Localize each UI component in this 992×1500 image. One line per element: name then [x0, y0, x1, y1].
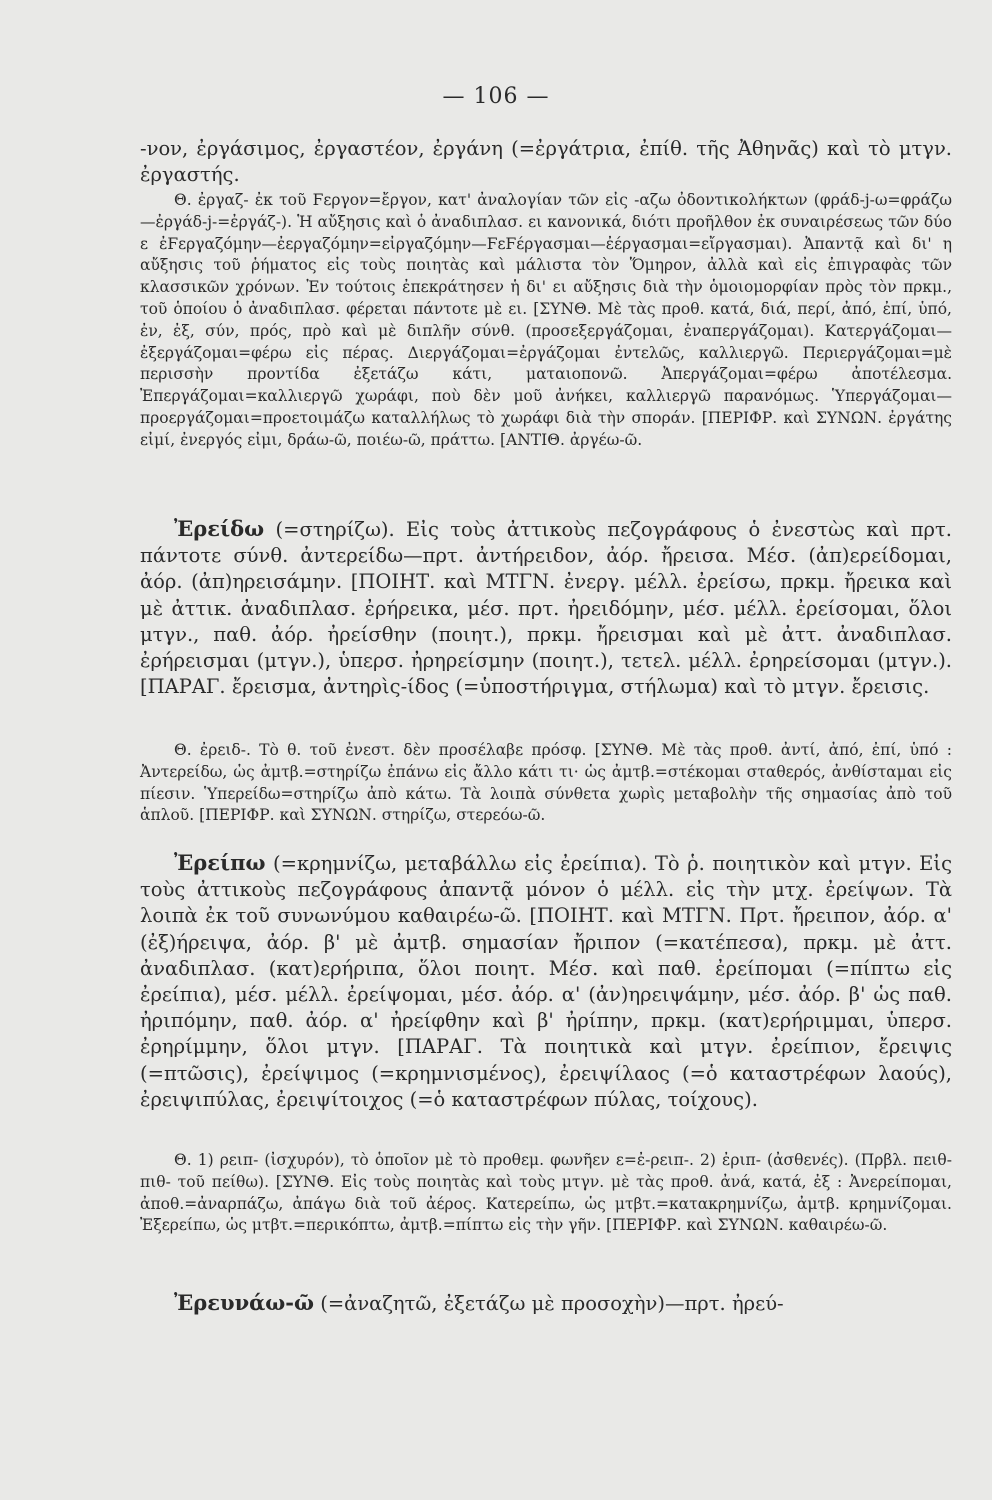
etymology-ereido: [140, 740, 952, 827]
paragraph-ereipo: [140, 850, 952, 1113]
headword-ereunao: Ἐρευνάω-ῶ: [174, 1290, 315, 1315]
entry-text-ereido: (=στηρίζω). Εἰς τοὺς ἀττικοὺς πεζογράφους ὁ ἐνεστὼς καὶ πρτ. πάντοτε σύνθ. ἀντερείδω—πρτ. ἀντήρειδον, ἀόρ. ἤρεισα. Μέσ. (ἀπ)ερείδομαι, ἀόρ. (ἀπ)ηρεισάμην. [ΠΟΙΗΤ. καὶ ΜΤΓΝ. ἐνεργ. μέλλ. ἐρείσω, πρκμ. ἤρεικα καὶ μὲ ἀττικ. ἀναδιπλασ. ἐρήρεικα, μέσ. πρτ. ἠρειδόμην, μέσ. μέλλ. ἐρείσομαι, ὅλοι μτγν., παθ. ἀόρ. ἠρείσθην (ποιητ.), πρκμ. ἤρεισμαι καὶ μὲ ἀττ. ἀναδιπλασ. ἐρήρεισμαι (μτγν.), ὑπερσ. ἠρηρείσμην (ποιητ.), τετελ. μέλλ. ἐρηρείσομαι (μτγν.). [ΠΑΡΑΓ. ἔρεισμα, ἀντηρὶς-ίδος (=ὑποστήριγμα, στήλωμα) καὶ τὸ μτγν. ἔρεισις.: [140, 518, 952, 699]
etymology-ereipo: [140, 1150, 952, 1237]
paragraph-ereunao: [140, 1290, 952, 1317]
etymology-ergazomai: [140, 190, 952, 452]
paragraph-erg-theme: Θ. ἐργαζ- ἐκ τοῦ Ϝεργον=ἔργον, κατ' ἀναλογίαν τῶν εἰς -αζω ὀδοντικολήκτων (φράδ-j-ω=φράζω—ἐργάδ-j-=ἐργάζ-). Ἡ αὔξησις καὶ ὁ ἀναδιπλασ. ει κανονικά, διότι προῆλθον ἐκ συναιρέσεως τῶν δύο ε ἐϜεργαζόμην—ἐεργαζόμην=εἰργαζόμην—ϜεϜέργασμαι—ἐέργασμαι=εἴργασμαι). Ἀπαντᾷ καὶ δι' η αὔξησις τοῦ ῥήματος εἰς τοὺς ποιητὰς καὶ μάλιστα τὸν Ὅμηρον, ἀλλὰ καὶ εἰς ἐπιγραφὰς τῶν κλασσικῶν χρόνων. Ἐν τούτοις ἐπεκράτησεν ἡ δι' ει αὔξησις διὰ τὴν ὁμοιομορφίαν πρὸς τὸν πρκμ., τοῦ ὁποίου ὁ ἀναδιπλασ. φέρεται πάντοτε μὲ ει. [ΣΥΝΘ. Μὲ τὰς προθ. κατά, διά, περί, ἀπό, ἐπί, ὑπό, ἐν, ἐξ, σύν, πρός, πρὸ καὶ μὲ διπλῆν σύνθ. (προσεξεργάζομαι, ἐναπεργάζομαι). Κατεργάζομαι—ἐξεργάζομαι=φέρω εἰς πέρας. Διεργάζομαι=ἐργάζομαι ἐντελῶς, καλλιεργῶ. Περιεργάζομαι=μὲ περισσὴν προντίδα ἐξετάζω κάτι, ματαιοπονῶ. Ἀπεργάζομαι=φέρω ἀποτέλεσμα. Ἐπεργάζομαι=καλλιεργῶ χωράφι, ποὺ δὲν μοῦ ἀνήκει, καλλιεργῶ παρανόμως. Ὑπεργάζομαι—προεργάζομαι=προετοιμάζω καταλλήλως τὸ χωράφι διὰ τὴν σποράν. [ΠΕΡΙΦΡ. καὶ ΣΥΝΩΝ. ἐργάτης εἰμί, ἐνεργός εἰμι, δράω-ῶ, ποιέω-ῶ, πράττω. [ΑΝΤΙΘ. ἀργέω-ῶ.: [140, 191, 952, 449]
paragraph-ereido: [140, 516, 952, 700]
entry-ereunao: [140, 1290, 952, 1317]
headword-ereipo: Ἐρείπω: [174, 850, 266, 875]
entry-ereipo: [140, 850, 952, 1113]
entry-text-ereipo: (=κρημνίζω, μεταβάλλω εἰς ἐρείπια). Τὸ ῥ. ποιητικὸν καὶ μτγν. Εἰς τοὺς ἀττικοὺς πεζογράφους ἀπαντᾷ μόνον ὁ μέλλ. εἰς τὴν μτχ. ἐρείψων. Τὰ λοιπὰ ἐκ τοῦ συνωνύμου καθαιρέω-ῶ. [ΠΟΙΗΤ. καὶ ΜΤΓΝ. Πρτ. ἤρειπον, ἀόρ. α' (ἐξ)ήρειψα, ἀόρ. β' μὲ ἀμτβ. σημασίαν ἤριπον (=κατέπεσα), πρκμ. μὲ ἀττ. ἀναδιπλασ. (κατ)ερήριπα, ὅλοι ποιητ. Μέσ. καὶ παθ. ἐρείπομαι (=πίπτω εἰς ἐρείπια), μέσ. μέλλ. ἐρείψομαι, μέσ. ἀόρ. α' (ἀν)ηρειψάμην, μέσ. ἀόρ. β' ὡς παθ. ἠριπόμην, παθ. ἀόρ. α' ἠρείφθην καὶ β' ἠρίπην, πρκμ. (κατ)ερήριμμαι, ὑπερσ. ἐρηρίμμην, ὅλοι μτγν. [ΠΑΡΑΓ. Τὰ ποιητικὰ καὶ μτγν. ἐρείπιον, ἔρειψις (=πτῶσις), ἐρείψιμος (=κρημνισμένος), ἐρειψίλαος (=ὁ καταστρέφων λαούς), ἐρειψιπύλας, ἐρειψίτοιχος (=ὁ καταστρέφων πύλας, τοίχους).: [140, 852, 952, 1111]
paragraph-erg-forms: -νον, ἐργάσιμος, ἐργαστέον, ἐργάνη (=ἐργάτρια, ἐπίθ. τῆς Ἀθηνᾶς) καὶ τὸ μτγν. ἐργαστής.: [140, 137, 952, 187]
entry-text-ereunao: (=ἀναζητῶ, ἐξετάζω μὲ προσοχὴν)—πρτ. ἠρεύ-: [314, 1292, 784, 1315]
page-number: — 106 —: [442, 84, 550, 109]
paragraph-ereido-theme: Θ. ἐρειδ-. Τὸ θ. τοῦ ἐνεστ. δὲν προσέλαβε πρόσφ. [ΣΥΝΘ. Μὲ τὰς προθ. ἀντί, ἀπό, ἐπί, ὑπό : Ἀντερείδω, ὡς ἀμτβ.=στηρίζω ἐπάνω εἰς ἄλλο κάτι τι· ὡς ἀμτβ.=στέκομαι σταθερός, ἀνθίσταμαι εἰς πίεσιν. Ὑπερείδω=στηρίζω ἀπὸ κάτω. Τὰ λοιπὰ σύνθετα χωρὶς μεταβολὴν τῆς σημασίας ἀπὸ τοῦ ἁπλοῦ. [ΠΕΡΙΦΡ. καὶ ΣΥΝΩΝ. στηρίζω, στερεόω-ῶ.: [140, 741, 952, 825]
entry-ereido: [140, 516, 952, 700]
entry-continuation: [140, 136, 952, 188]
paragraph-ereipo-theme: Θ. 1) ρειπ- (ἰσχυρόν), τὸ ὁποῖον μὲ τὸ προθεμ. φωνῆεν ε=ἐ-ρειπ-. 2) ἐριπ- (ἀσθενές). (Πρβλ. πειθ-πιθ- τοῦ πείθω). [ΣΥΝΘ. Εἰς τοὺς ποιητὰς καὶ τοὺς μτγν. μὲ τὰς προθ. ἀνά, κατά, ἐξ : Ἀνερείπομαι, ἀποθ.=ἀναρπάζω, ἀπάγω διὰ τοῦ ἀέρος. Κατερείπω, ὡς μτβτ.=κατακρημνίζω, ἀμτβ. κρημνίζομαι. Ἐξερείπω, ὡς μτβτ.=περικόπτω, ἀμτβ.=πίπτω εἰς τὴν γῆν. [ΠΕΡΙΦΡ. καὶ ΣΥΝΩΝ. καθαιρέω-ῶ.: [140, 1151, 952, 1235]
headword-ereido: Ἐρείδω: [174, 516, 265, 541]
